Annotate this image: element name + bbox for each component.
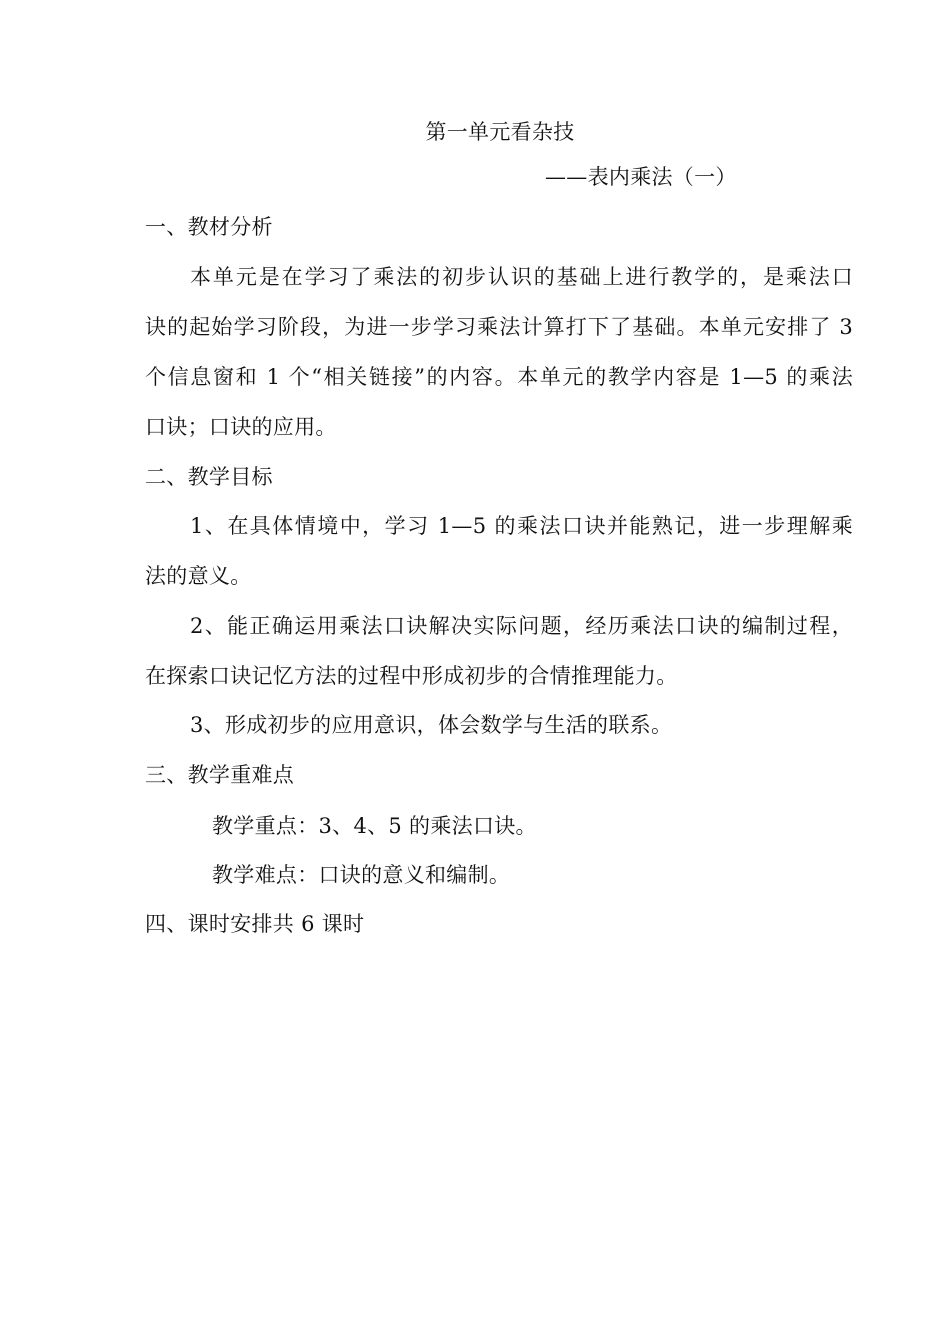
section-heading-goals: 二、教学目标 [145,465,273,489]
paragraph-line: 诀的起始学习阶段，为进一步学习乘法计算打下了基础。本单元安排了 3 [145,315,853,339]
goal-item: 2、能正确运用乘法口诀解决实际问题，经历乘法口诀的编制过程， [190,614,853,638]
document-subtitle: ——表内乘法（一） [545,165,737,189]
goal-item: 1、在具体情境中，学习 1—5 的乘法口诀并能熟记，进一步理解乘 [190,514,853,538]
paragraph-line: 口诀；口诀的应用。 [145,415,337,439]
section-heading-schedule: 四、课时安排共 6 课时 [145,912,365,936]
key-point: 教学重点：3、4、5 的乘法口诀。 [212,814,537,838]
goal-item: 法的意义。 [145,564,252,588]
section-heading-analysis: 一、教材分析 [145,215,273,239]
document-title: 第一单元看杂技 [425,120,575,144]
goal-item: 在探索口诀记忆方法的过程中形成初步的合情推理能力。 [145,664,678,688]
goal-item: 3、形成初步的应用意识，体会数学与生活的联系。 [190,713,673,737]
paragraph-line: 个信息窗和 1 个“相关链接”的内容。本单元的教学内容是 1—5 的乘法 [145,365,853,389]
paragraph-line: 本单元是在学习了乘法的初步认识的基础上进行教学的，是乘法口 [190,265,853,289]
difficulty-point: 教学难点：口诀的意义和编制。 [212,863,511,887]
section-heading-key-points: 三、教学重难点 [145,763,295,787]
